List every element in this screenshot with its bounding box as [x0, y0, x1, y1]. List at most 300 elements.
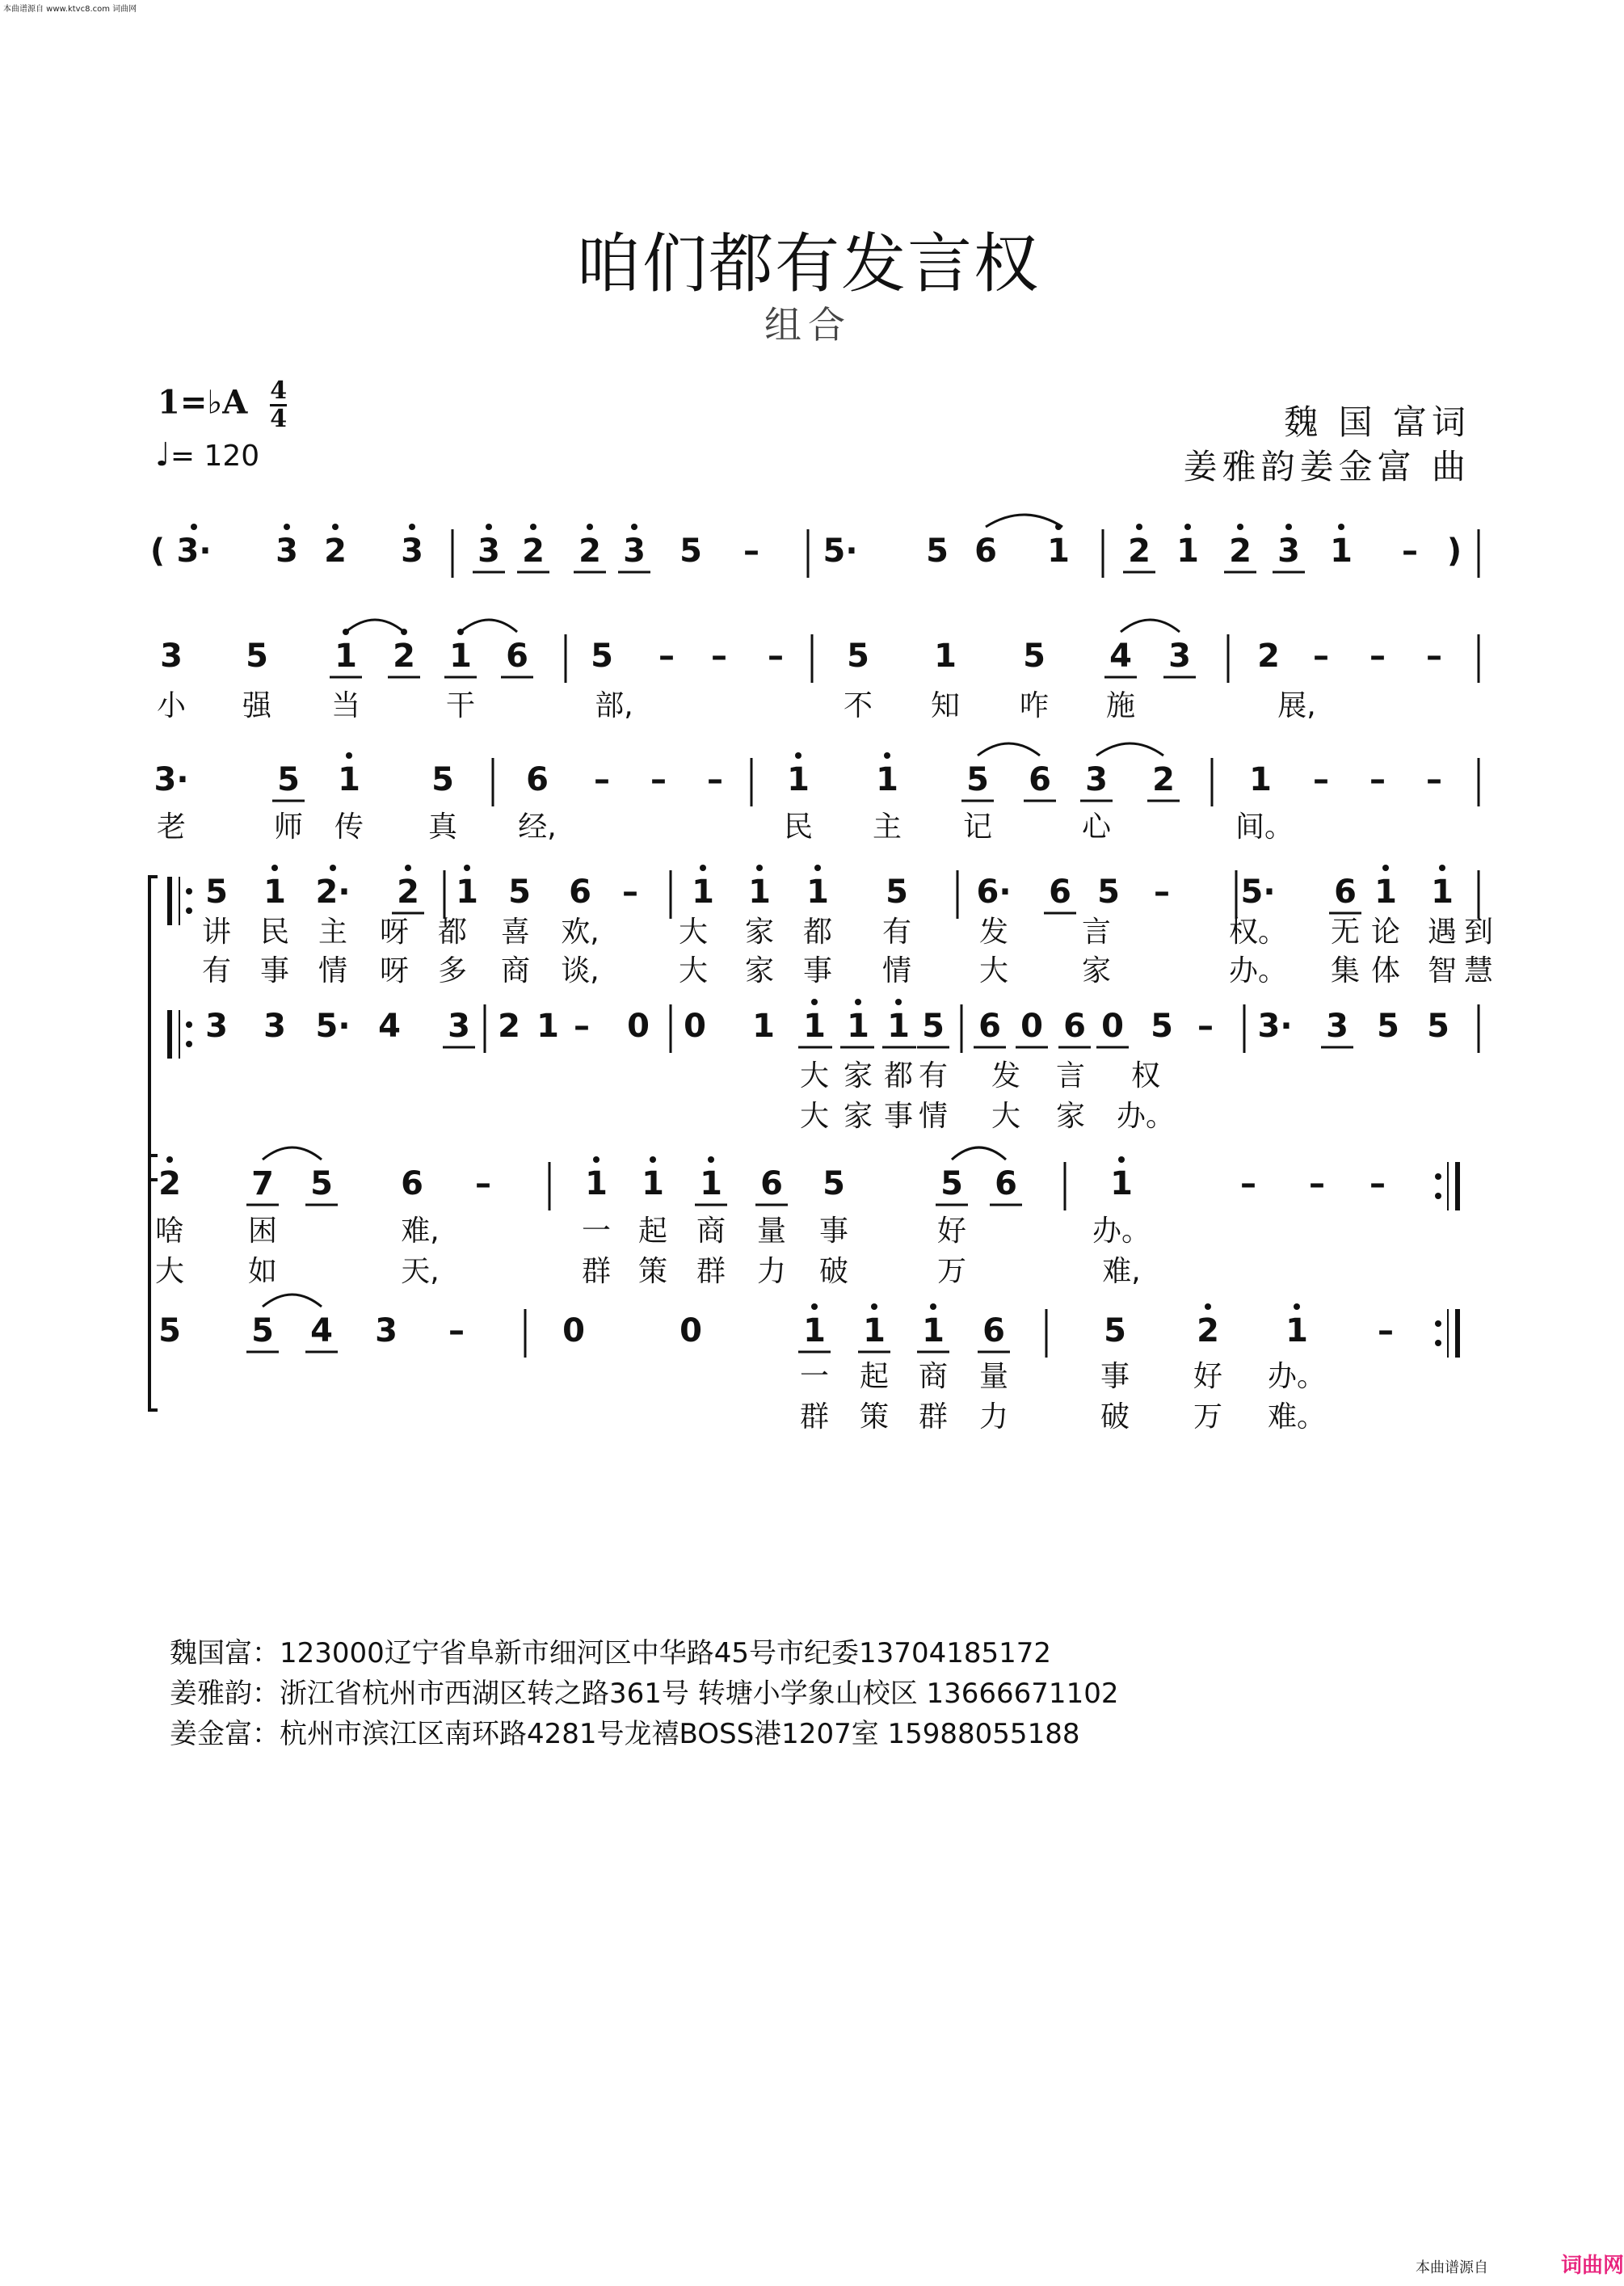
- row4b-note: 1: [847, 1008, 869, 1045]
- row3-note: –: [650, 761, 667, 798]
- row4b-note: 3: [448, 1008, 470, 1045]
- row4b-v1-lyric: 有: [918, 1059, 949, 1092]
- row5a-v2-lyric: 力: [756, 1255, 787, 1288]
- row1-note: 5: [679, 533, 702, 570]
- row4a-v1-lyric: 权。: [1228, 916, 1288, 949]
- row4a-note: 2: [397, 874, 419, 911]
- row2-note: 3: [160, 638, 183, 675]
- octave-dot: [1439, 865, 1445, 871]
- row4b-note: 4: [378, 1008, 401, 1045]
- row2-note: –: [1426, 638, 1442, 675]
- octave-dot: [708, 1156, 714, 1163]
- row5b-v1-lyric: 商: [918, 1360, 949, 1393]
- row4a-note: 5·: [1240, 874, 1276, 911]
- row4a-note: 6: [569, 874, 591, 911]
- row5a-note: 1: [585, 1165, 608, 1202]
- row3-note: 1: [338, 761, 360, 798]
- row5a-note: 1: [642, 1165, 664, 1202]
- quarter-note-icon: ♩: [155, 436, 170, 474]
- repeat-dot: [186, 1041, 192, 1047]
- row3-note: 1: [876, 761, 898, 798]
- row4b-note: 1: [803, 1008, 826, 1045]
- row1-note: ): [1446, 533, 1462, 570]
- row3-note: 5: [966, 761, 989, 798]
- contact-line-1: 魏国富：123000辽宁省阜新市细河区中华路45号市纪委13704185172: [170, 1637, 1052, 1669]
- row5a-v2-lyric: 群: [581, 1255, 612, 1288]
- row4a-v1-lyric: 发: [978, 916, 1009, 949]
- row5a-v1-lyric: 啥: [154, 1215, 185, 1248]
- row4a-note: 5: [886, 874, 908, 911]
- row4a-note: 1: [692, 874, 714, 911]
- row3-note: 1: [787, 761, 810, 798]
- row5b-v1-lyric: 一: [799, 1360, 830, 1393]
- row3-note: –: [1313, 761, 1329, 798]
- octave-dot: [855, 999, 861, 1005]
- row5b-v2-lyric: 群: [918, 1400, 949, 1433]
- row4a-v2-lyric: 情: [318, 954, 348, 987]
- row1-note: 3: [401, 533, 423, 570]
- row5a-v1-lyric: 商: [696, 1215, 726, 1248]
- row3-note: 1: [1249, 761, 1272, 798]
- row3-lyric: 经,: [518, 810, 557, 844]
- row4a-note: 6: [1334, 874, 1357, 911]
- row4b-v2-lyric: 家: [1055, 1100, 1086, 1133]
- row5b-v2-lyric: 破: [1100, 1400, 1130, 1433]
- repeat-end-dot: [1435, 1340, 1441, 1346]
- row1-note: 3: [276, 533, 298, 570]
- row5b-note: 1: [922, 1312, 945, 1349]
- row3-lyric: 民: [783, 810, 814, 844]
- row2-lyric: 小: [156, 689, 187, 722]
- octave-dot: [650, 1156, 656, 1163]
- row2-note: 5: [591, 638, 613, 675]
- row5a-note: 5: [310, 1165, 333, 1202]
- row2-note: 2: [1257, 638, 1280, 675]
- row5a-v2-lyric: 策: [637, 1255, 668, 1288]
- row2-note: –: [658, 638, 675, 675]
- row4a-v1-lyric: 无: [1330, 916, 1361, 949]
- row2-lyric: 强: [242, 689, 272, 722]
- row1-note: 2: [522, 533, 545, 570]
- row4a-note: 5: [1097, 874, 1120, 911]
- row4b-note: 0: [627, 1008, 650, 1045]
- time-denominator: 4: [270, 405, 288, 433]
- row4b-v1-lyric: 都: [883, 1059, 914, 1092]
- octave-dot: [271, 865, 278, 871]
- row1-note: –: [743, 533, 759, 570]
- row4a-v2-lyric: 事: [259, 954, 290, 987]
- row4b-note: 3·: [1257, 1008, 1293, 1045]
- row1-note: 5·: [823, 533, 858, 570]
- row1-note: 1: [1176, 533, 1199, 570]
- row4a-note: 1: [748, 874, 771, 911]
- row2-note: –: [1313, 638, 1329, 675]
- octave-dot: [811, 1303, 818, 1310]
- row2-lyric: 当: [330, 689, 361, 722]
- row5a-v1-lyric: 困: [247, 1215, 278, 1248]
- row1-note: 1: [1330, 533, 1353, 570]
- row5b-note: 5: [158, 1312, 181, 1349]
- row5a-note: 6: [401, 1165, 423, 1202]
- octave-dot: [1136, 524, 1142, 530]
- system-bracket: [149, 877, 158, 1180]
- row4b-note: 2: [498, 1008, 520, 1045]
- octave-dot: [1294, 1303, 1300, 1310]
- row4a-note: 6·: [976, 874, 1012, 911]
- row4a-v1-lyric: 讲: [201, 916, 232, 949]
- octave-dot: [346, 752, 352, 759]
- row4b-v2-lyric: 大: [991, 1100, 1021, 1133]
- row3-lyric: 主: [872, 810, 902, 844]
- octave-dot: [332, 524, 339, 530]
- slur: [978, 743, 1040, 756]
- row4a-v2-lyric: 家: [744, 954, 775, 987]
- row1-note: –: [1402, 533, 1418, 570]
- row4a-v1-lyric: 言: [1081, 916, 1112, 949]
- row5a-v2-lyric: 大: [154, 1255, 185, 1288]
- row4b-note: 3: [263, 1008, 286, 1045]
- row5a-v2-lyric: 难,: [1102, 1255, 1141, 1288]
- row4b-note: 0: [1101, 1008, 1124, 1045]
- slur: [952, 1147, 1006, 1160]
- row4a-v1-lyric: 大: [678, 916, 709, 949]
- row5a-note: 5: [823, 1165, 845, 1202]
- row4a-v1-lyric: 论: [1370, 916, 1401, 949]
- octave-dot: [166, 1156, 173, 1163]
- row2-lyric: 展,: [1277, 689, 1316, 722]
- row2-lyric: 不: [843, 689, 873, 722]
- slur: [263, 1295, 322, 1307]
- row4b-note: 5: [1151, 1008, 1173, 1045]
- row3-note: –: [707, 761, 723, 798]
- row4b-v2-lyric: 家: [843, 1100, 873, 1133]
- row5a-v1-lyric: 难,: [401, 1215, 440, 1248]
- contact-line-2: 姜雅韵：浙江省杭州市西湖区转之路361号 转塘小学象山校区 13666671102: [170, 1678, 1119, 1710]
- row3-lyric: 师: [273, 810, 304, 844]
- composer-credit: 姜雅韵姜金富 曲: [1183, 447, 1470, 486]
- row4a-v1-lyric: 有: [881, 916, 912, 949]
- row5a-note: –: [475, 1165, 491, 1202]
- row4a-v2-lyric: 体: [1370, 954, 1401, 987]
- slur: [461, 620, 517, 632]
- row4b-note: 5·: [315, 1008, 351, 1045]
- row1-note: 2: [1229, 533, 1252, 570]
- row3-note: 3: [1085, 761, 1108, 798]
- row4a-v2-lyric: 商: [500, 954, 531, 987]
- octave-dot: [1184, 524, 1191, 530]
- row4b-note: 3: [1326, 1008, 1348, 1045]
- row5a-note: 1: [1110, 1165, 1133, 1202]
- octave-dot: [1118, 1156, 1125, 1163]
- row5b-note: 0: [562, 1312, 585, 1349]
- row5a-note: 7: [251, 1165, 274, 1202]
- row5a-v2-lyric: 破: [818, 1255, 849, 1288]
- octave-dot: [464, 865, 470, 871]
- row2-lyric: 知: [930, 689, 961, 722]
- repeat-end-dot: [1435, 1193, 1441, 1199]
- song-title: 咱们都有发言权: [576, 226, 1040, 301]
- row5b-note: –: [1378, 1312, 1394, 1349]
- row5b-note: 4: [310, 1312, 333, 1349]
- row3-lyric: 老: [156, 810, 187, 844]
- row4b-note: –: [574, 1008, 590, 1045]
- row3-note: 5: [431, 761, 454, 798]
- row2-note: 1: [934, 638, 957, 675]
- row2-note: 5: [246, 638, 268, 675]
- row4b-v2-lyric: 大: [799, 1100, 830, 1133]
- row1-note: (: [149, 533, 166, 570]
- row4b-note: 5: [1377, 1008, 1399, 1045]
- row5b-v1-lyric: 起: [859, 1360, 890, 1393]
- row2-note: –: [1369, 638, 1386, 675]
- octave-dot: [587, 524, 593, 530]
- row4a-note: 1: [456, 874, 478, 911]
- row5b-note: 3: [375, 1312, 398, 1349]
- octave-dot: [756, 865, 763, 871]
- octave-dot: [284, 524, 290, 530]
- row4b-note: 0: [684, 1008, 706, 1045]
- row5a-v2-lyric: 万: [936, 1255, 967, 1288]
- time-numerator: 4: [270, 377, 288, 405]
- octave-dot: [795, 752, 801, 759]
- tempo-value: = 120: [170, 440, 260, 473]
- octave-dot: [405, 865, 411, 871]
- row4a-note: 6: [1049, 874, 1071, 911]
- row1-note: 3·: [176, 533, 212, 570]
- row5b-note: 5: [1104, 1312, 1126, 1349]
- octave-dot: [593, 1156, 600, 1163]
- row4b-note: 1: [536, 1008, 559, 1045]
- row5b-note: 0: [679, 1312, 702, 1349]
- row5b-v1-lyric: 好: [1193, 1360, 1223, 1393]
- row5b-note: 1: [863, 1312, 886, 1349]
- row4a-note: 5: [205, 874, 228, 911]
- row5b-v2-lyric: 群: [799, 1400, 830, 1433]
- row5b-v2-lyric: 难。: [1267, 1400, 1327, 1433]
- row4b-note: –: [1197, 1008, 1214, 1045]
- row4a-v2-lyric: 大: [978, 954, 1009, 987]
- row1-note: 3: [1277, 533, 1300, 570]
- octave-dot: [871, 1303, 877, 1310]
- octave-dot: [811, 999, 818, 1005]
- slur: [986, 515, 1062, 527]
- octave-dot: [1285, 524, 1292, 530]
- row4a-v2-lyric: 情: [881, 954, 912, 987]
- row4b-v2-lyric: 办。: [1116, 1100, 1176, 1133]
- row3-lyric: 记: [962, 810, 993, 844]
- source-watermark: 本曲谱源自 www.ktvc8.com 词曲网: [3, 5, 137, 14]
- slur: [346, 620, 404, 632]
- row3-lyric: 心: [1081, 810, 1112, 844]
- row4a-note: 1: [806, 874, 829, 911]
- row4b-note: 6: [978, 1008, 1001, 1045]
- row1-note: 3: [478, 533, 500, 570]
- row2-note: 5: [1023, 638, 1046, 675]
- row4b-note: 6: [1063, 1008, 1086, 1045]
- row5a-note: 6: [995, 1165, 1017, 1202]
- repeat-end-dot: [1435, 1320, 1441, 1327]
- row1-note: 1: [1047, 533, 1070, 570]
- row5b-note: 5: [251, 1312, 274, 1349]
- row5a-v2-lyric: 天,: [401, 1255, 440, 1288]
- octave-dot: [884, 752, 890, 759]
- row4b-v2-lyric: 情: [918, 1100, 949, 1133]
- row4b-v2-lyric: 事: [883, 1100, 914, 1133]
- row4b-v1-lyric: 权: [1130, 1059, 1161, 1092]
- row5b-v1-lyric: 量: [978, 1360, 1009, 1393]
- footer-source: 本曲谱源自: [1416, 2259, 1488, 2276]
- row4a-note: 1: [1431, 874, 1454, 911]
- row4a-v2-lyric: 事: [802, 954, 833, 987]
- row4a-v2-lyric: 慧: [1463, 954, 1494, 987]
- row1-note: 6: [974, 533, 997, 570]
- row5a-note: –: [1309, 1165, 1325, 1202]
- row3-lyric: 传: [334, 810, 364, 844]
- row4b-note: 1: [752, 1008, 775, 1045]
- row2-note: 3: [1168, 638, 1191, 675]
- row4a-v2-lyric: 有: [201, 954, 232, 987]
- octave-dot: [1205, 1303, 1211, 1310]
- row4a-note: –: [1154, 874, 1170, 911]
- octave-dot: [814, 865, 821, 871]
- row4b-note: 5: [1427, 1008, 1449, 1045]
- row1-note: 2: [578, 533, 601, 570]
- row5b-v2-lyric: 策: [859, 1400, 890, 1433]
- row4a-note: 2·: [315, 874, 351, 911]
- row5b-note: 2: [1197, 1312, 1219, 1349]
- row4b-v1-lyric: 家: [843, 1059, 873, 1092]
- repeat-end-dot: [1435, 1173, 1441, 1180]
- row2-note: 1: [334, 638, 357, 675]
- octave-dot: [409, 524, 415, 530]
- row5a-v1-lyric: 一: [581, 1215, 612, 1248]
- row3-note: –: [1369, 761, 1386, 798]
- contact-line-3: 姜金富：杭州市滨江区南环路4281号龙禧BOSS港1207室 15988055188: [170, 1718, 1080, 1750]
- row2-note: 6: [506, 638, 528, 675]
- row2-lyric: 部,: [595, 689, 633, 722]
- row3-note: 2: [1152, 761, 1175, 798]
- row2-note: –: [711, 638, 727, 675]
- row5b-v1-lyric: 办。: [1267, 1360, 1327, 1393]
- row5b-note: 1: [803, 1312, 826, 1349]
- row4a-v1-lyric: 家: [744, 916, 775, 949]
- row2-lyric: 咋: [1019, 689, 1050, 722]
- row4a-v2-lyric: 办。: [1228, 954, 1288, 987]
- row5a-note: 6: [760, 1165, 783, 1202]
- row4a-v1-lyric: 呀: [379, 916, 410, 949]
- row5a-note: –: [1240, 1165, 1256, 1202]
- row5b-v1-lyric: 事: [1100, 1360, 1130, 1393]
- row3-note: 5: [277, 761, 300, 798]
- octave-dot: [330, 865, 336, 871]
- row4b-note: 1: [887, 1008, 910, 1045]
- row5b-note: 6: [982, 1312, 1005, 1349]
- row2-lyric: 干: [445, 689, 476, 722]
- row2-note: 5: [847, 638, 869, 675]
- key-label: 1=♭A: [158, 383, 248, 422]
- row1-note: 5: [926, 533, 949, 570]
- row3-note: –: [594, 761, 610, 798]
- octave-dot: [486, 524, 492, 530]
- row2-note: 4: [1109, 638, 1132, 675]
- row5b-note: 1: [1285, 1312, 1308, 1349]
- row4b-v1-lyric: 言: [1055, 1059, 1086, 1092]
- row5a-note: 1: [700, 1165, 722, 1202]
- repeat-dot: [186, 888, 192, 895]
- row5a-v1-lyric: 办。: [1092, 1215, 1151, 1248]
- octave-dot: [1382, 865, 1389, 871]
- performer: 组合: [764, 303, 852, 347]
- row3-note: 6: [1029, 761, 1051, 798]
- row4a-v2-lyric: 多: [437, 954, 468, 987]
- row4a-v1-lyric: 民: [259, 916, 290, 949]
- row4a-note: –: [622, 874, 638, 911]
- row2-note: –: [768, 638, 784, 675]
- row2-lyric: 施: [1105, 689, 1136, 722]
- row4a-note: 1: [263, 874, 286, 911]
- row3-note: 3·: [154, 761, 189, 798]
- row4b-note: 5: [922, 1008, 945, 1045]
- row1-note: 2: [1128, 533, 1151, 570]
- row4a-v1-lyric: 主: [318, 916, 348, 949]
- row4a-v1-lyric: 到: [1463, 916, 1494, 949]
- score-layer: [149, 515, 1493, 1433]
- row5a-v1-lyric: 起: [637, 1215, 668, 1248]
- row5b-v2-lyric: 万: [1193, 1400, 1223, 1433]
- row4a-v2-lyric: 智: [1427, 954, 1458, 987]
- octave-dot: [895, 999, 902, 1005]
- row3-note: –: [1426, 761, 1442, 798]
- row4a-v1-lyric: 欢,: [561, 916, 600, 949]
- octave-dot: [530, 524, 536, 530]
- row3-lyric: 间。: [1235, 810, 1294, 844]
- row5a-note: 5: [940, 1165, 963, 1202]
- footer-logo: 词曲网: [1561, 2254, 1624, 2278]
- row4b-note: 3: [205, 1008, 228, 1045]
- row4a-v2-lyric: 呀: [379, 954, 410, 987]
- row2-note: 1: [449, 638, 472, 675]
- row5a-v2-lyric: 如: [247, 1255, 278, 1288]
- row5a-note: –: [1369, 1165, 1386, 1202]
- row5a-v1-lyric: 事: [818, 1215, 849, 1248]
- row5b-v2-lyric: 力: [978, 1400, 1009, 1433]
- row4a-note: 1: [1374, 874, 1397, 911]
- row1-note: 2: [324, 533, 347, 570]
- repeat-dot: [186, 1021, 192, 1028]
- slur: [1121, 620, 1180, 632]
- row5a-v1-lyric: 量: [756, 1215, 787, 1248]
- row4b-v1-lyric: 大: [799, 1059, 830, 1092]
- slur: [263, 1147, 322, 1160]
- row4b-note: 0: [1020, 1008, 1043, 1045]
- row4a-v2-lyric: 家: [1081, 954, 1112, 987]
- row1-note: 3: [623, 533, 646, 570]
- row4a-v1-lyric: 都: [802, 916, 833, 949]
- slur: [1096, 743, 1163, 756]
- row2-note: 2: [393, 638, 415, 675]
- row5b-note: –: [448, 1312, 465, 1349]
- row4a-v1-lyric: 喜: [500, 916, 531, 949]
- row3-note: 6: [526, 761, 549, 798]
- row4a-v2-lyric: 集: [1330, 954, 1361, 987]
- octave-dot: [930, 1303, 936, 1310]
- row3-lyric: 真: [427, 810, 458, 844]
- lyricist-credit: 魏 国 富词: [1284, 402, 1470, 442]
- octave-dot: [191, 524, 197, 530]
- row4a-note: 5: [508, 874, 531, 911]
- octave-dot: [700, 865, 706, 871]
- row4a-v1-lyric: 遇: [1427, 916, 1458, 949]
